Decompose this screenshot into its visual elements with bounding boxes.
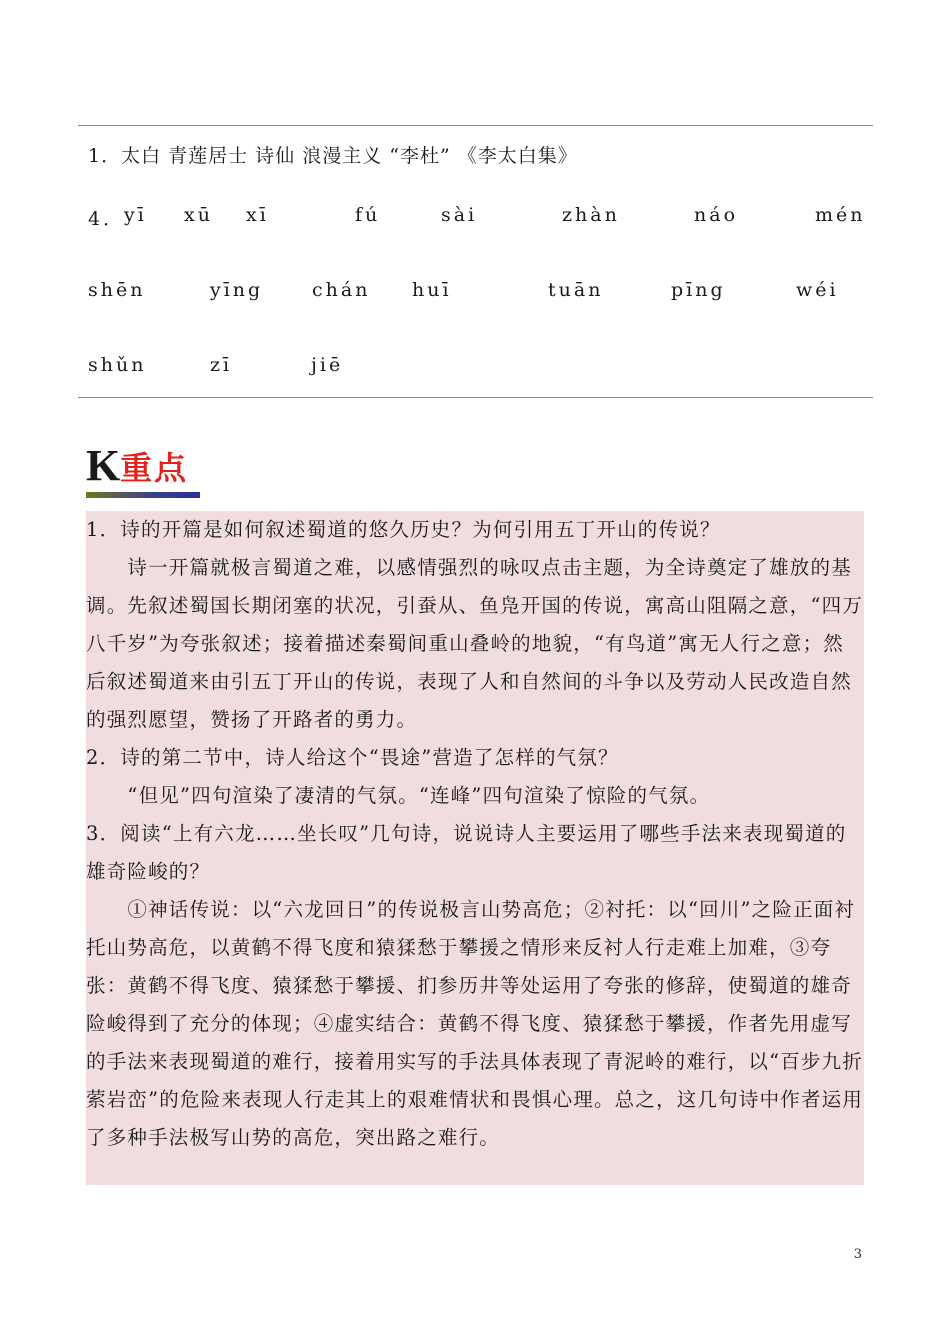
section-title: 重点 bbox=[120, 449, 189, 487]
pinyin-item: zī bbox=[210, 354, 233, 376]
question-1: 1．诗的开篇是如何叙述蜀道的悠久历史？为何引用五丁开山的传说？ bbox=[86, 518, 721, 541]
answer-line-1: 1．太白 青莲居士 诗仙 浪漫主义 “李杜” 《李太白集》 bbox=[88, 145, 578, 167]
heading-underline bbox=[86, 492, 200, 498]
pinyin-item: xī bbox=[246, 204, 269, 226]
pinyin-item: pīng bbox=[671, 279, 726, 301]
pinyin-item: yīng bbox=[210, 279, 264, 301]
top-divider bbox=[78, 125, 873, 126]
pinyin-item: yī bbox=[124, 204, 147, 226]
page-number: 3 bbox=[853, 1247, 862, 1262]
pinyin-item: shēn bbox=[88, 279, 146, 301]
pinyin-item: jiē bbox=[311, 354, 344, 376]
pinyin-item: shǔn bbox=[88, 354, 147, 376]
section-heading bbox=[86, 440, 206, 504]
pinyin-item: wéi bbox=[796, 279, 839, 301]
pinyin-item: xū bbox=[184, 204, 213, 226]
pinyin-item: zhàn bbox=[562, 204, 620, 226]
pinyin-label: 4． bbox=[88, 208, 126, 230]
pinyin-item: tuān bbox=[548, 279, 604, 301]
pinyin-item: náo bbox=[694, 204, 739, 226]
pinyin-item: huī bbox=[412, 279, 452, 301]
pinyin-item: sài bbox=[441, 204, 478, 226]
pinyin-item: mén bbox=[815, 204, 866, 226]
key-points-box bbox=[86, 511, 864, 1185]
section-letter: K bbox=[86, 441, 121, 490]
bottom-divider bbox=[78, 397, 873, 398]
pinyin-item: chán bbox=[312, 279, 371, 301]
question-3: 3．阅读“上有六龙……坐长叹”几句诗，说说诗人主要运用了哪些手法来表现蜀道的雄奇险峻的？ bbox=[86, 822, 847, 883]
answer-3: ①神话传说：以“六龙回日”的传说极言山势高危；②衬托：以“回川”之险正面衬托山势高危，以黄鹤不得飞度和猿猱愁于攀援之情形来反衬人行走难上加难，③夸张：黄鹤不得飞度、猿猱愁于攀援、扪参历井等处运用了夸张的修辞，使蜀道的雄奇险峻得到了充分的体现；④虚实结合：黄鹤不得飞度、猿猱愁于攀援，作者先用虚写的手法来表现蜀道的难行，接着用实写的手法具体表现了青泥岭的难行，以“百步九折萦岩峦”的危险来表现人行走其上的艰难情状和畏惧心理。总之，这几句诗中作者运用了多种手法极写山势的高危，突出路之难行。 bbox=[86, 898, 864, 1149]
pinyin-item: fú bbox=[355, 204, 381, 226]
answer-1: 诗一开篇就极言蜀道之难，以感情强烈的咏叹点击主题，为全诗奠定了雄放的基调。先叙述蜀国长期闭塞的状况，引蚕从、鱼凫开国的传说，寓高山阻隔之意，“四万八千岁”为夸张叙述；接着描述秦蜀间重山叠岭的地貌，“有鸟道”寓无人行之意；然后叙述蜀道来由引五丁开山的传说，表现了人和自然间的斗争以及劳动人民改造自然的强烈愿望，赞扬了开路者的勇力。 bbox=[86, 556, 864, 731]
answer-2: “但见”四句渲染了凄清的气氛。“连峰”四句渲染了惊险的气氛。 bbox=[86, 784, 711, 807]
question-2: 2．诗的第二节中，诗人给这个“畏途”营造了怎样的气氛？ bbox=[86, 746, 619, 769]
